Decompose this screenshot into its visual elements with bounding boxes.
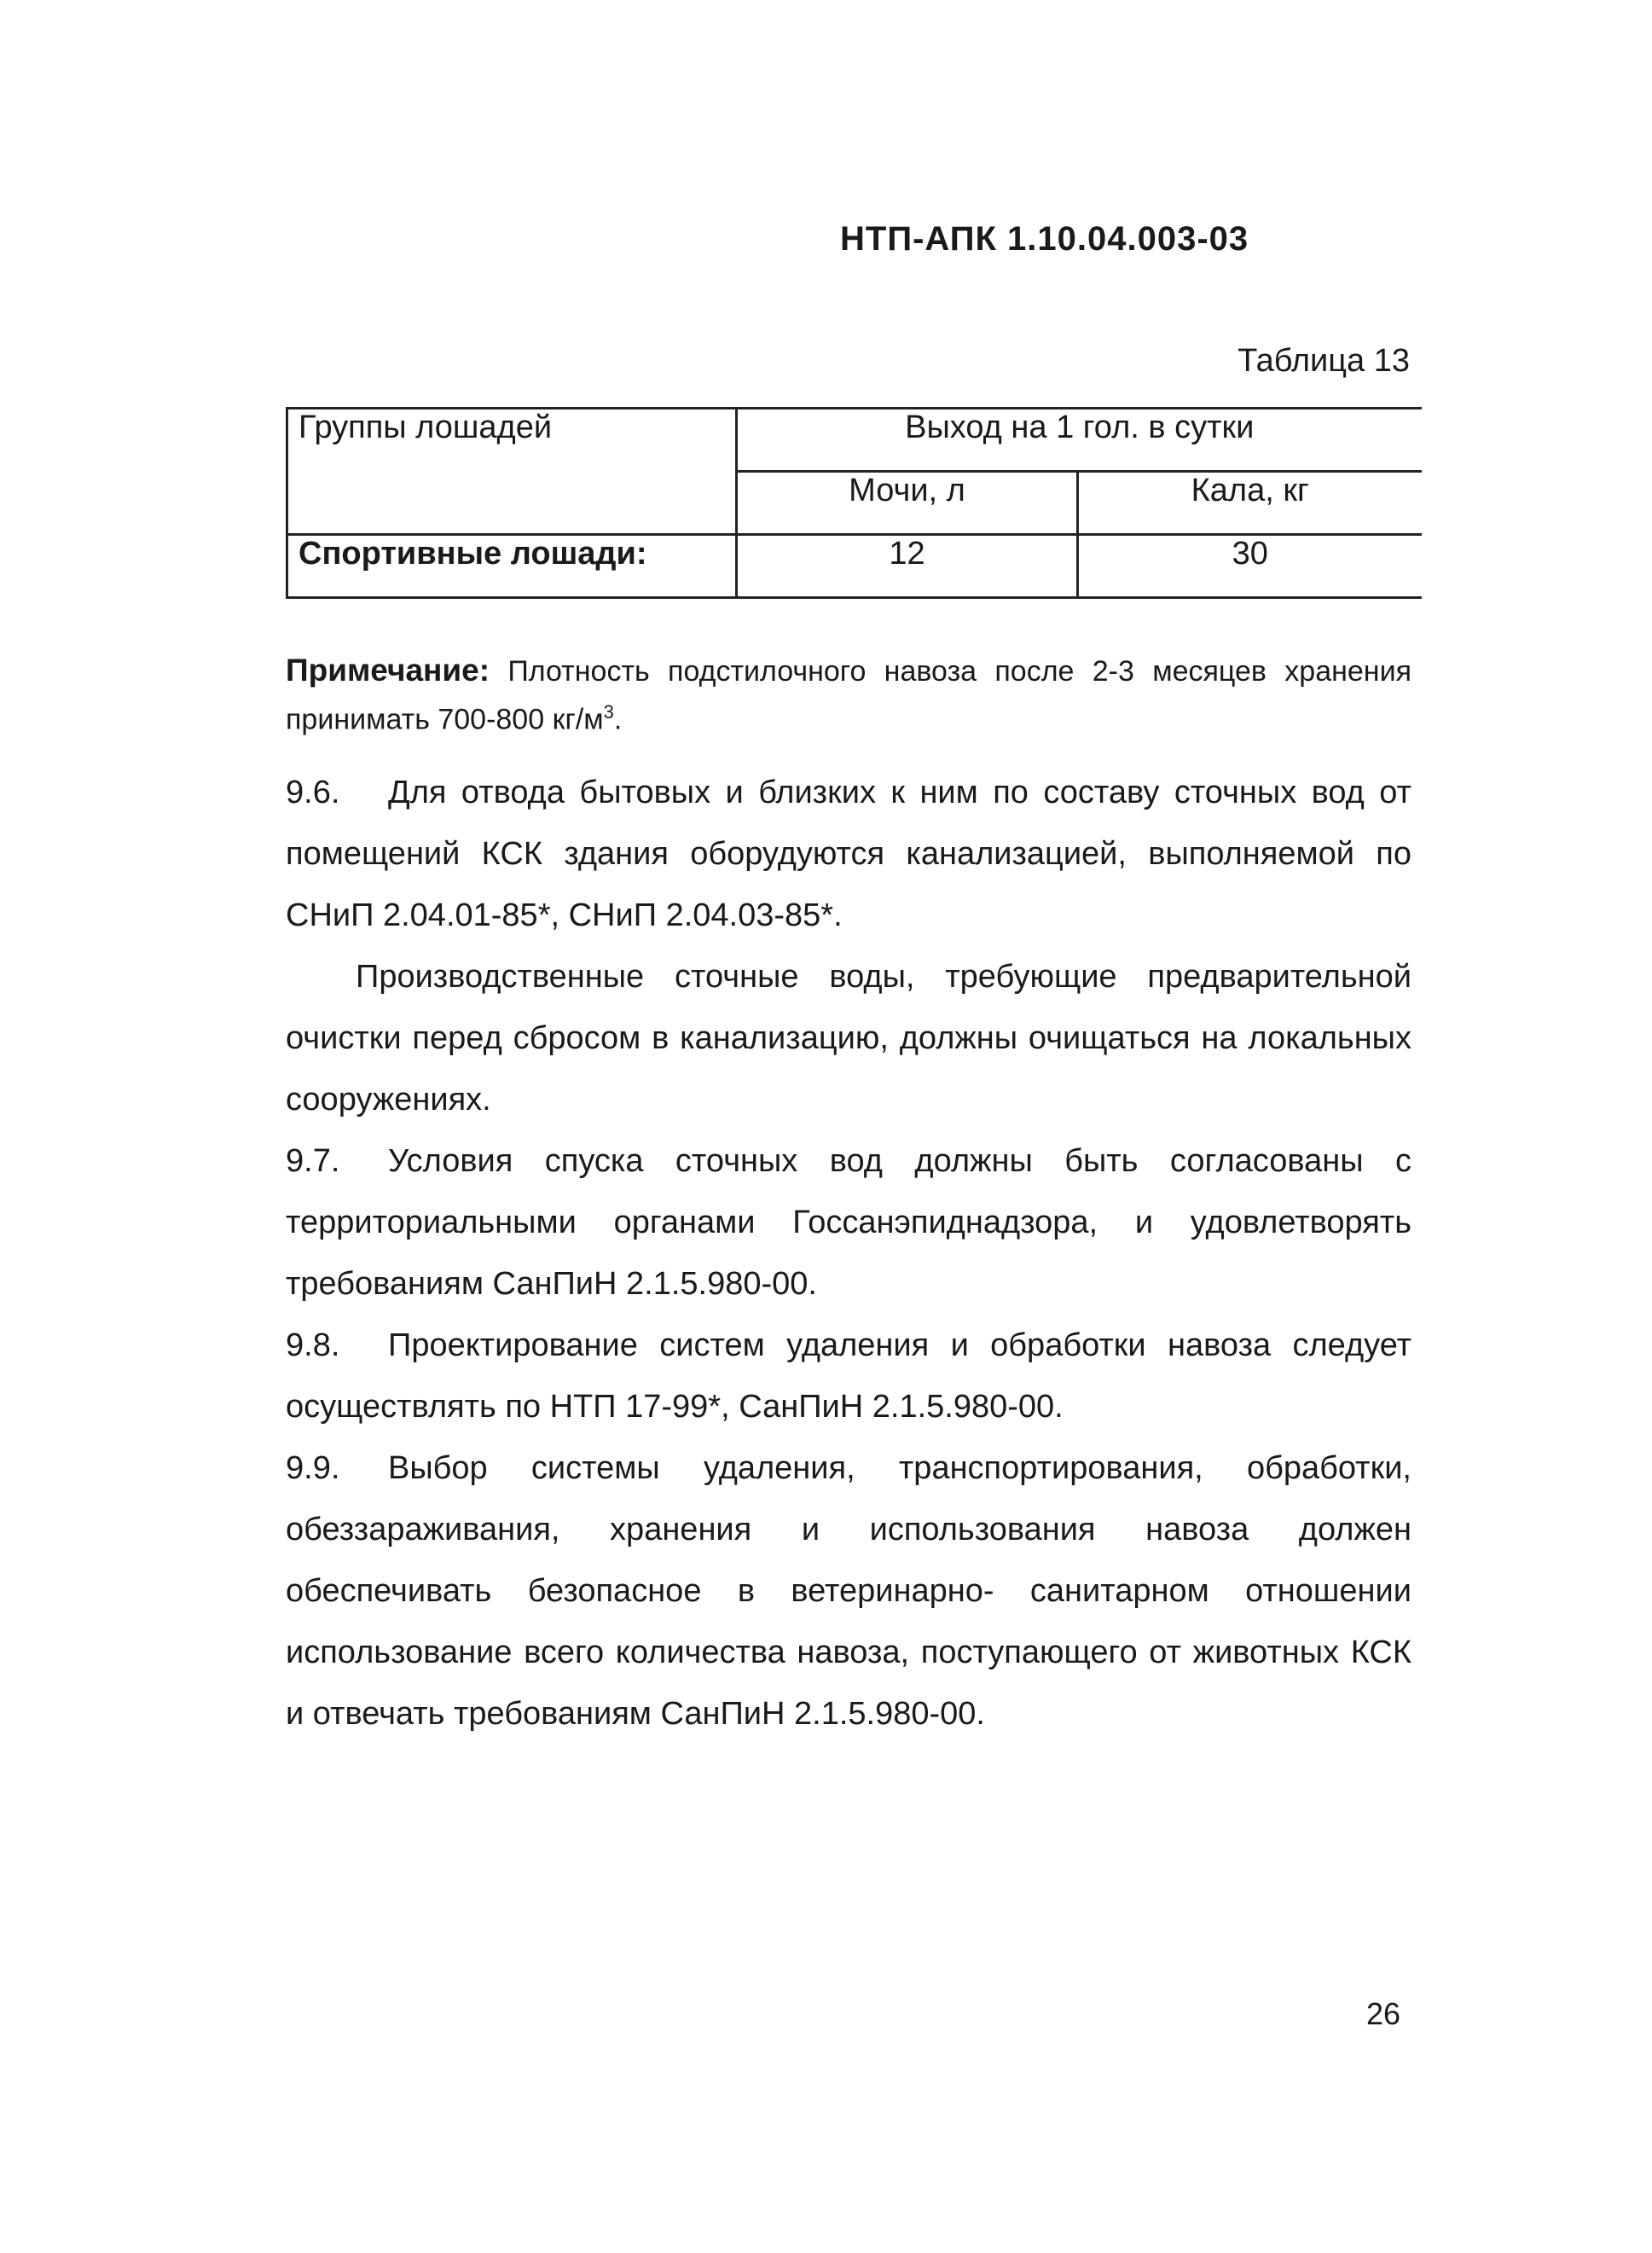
note-tail: . <box>613 703 623 736</box>
page-number: 26 <box>1365 1996 1400 2031</box>
table-label: Таблица 13 <box>1238 343 1410 379</box>
document-code: НТП-АПК 1.10.04.003-03 <box>840 220 1249 258</box>
cell-urine: 12 <box>737 535 1078 598</box>
header-horse-groups: Группы лошадей <box>287 409 737 535</box>
note-label: Примечание: <box>286 653 490 688</box>
section-number: 9.9. <box>286 1450 340 1486</box>
manure-output-table <box>286 407 1422 599</box>
table-note <box>286 650 1411 740</box>
section-text: Условия спуска сточных вод должны быть согласованы с территориальными органами Госсанэпиднадзора, и удовлетворять требованиям СанПиН 2.1.5.980-00. <box>286 1143 1411 1302</box>
body-text <box>286 762 1411 1745</box>
section-number: 9.8. <box>286 1327 340 1363</box>
section-text: Выбор системы удаления, транспортирования, обработки, обеззараживания, хранения и использования навоза должен обеспечивать безопасное в ветеринарно- санитарном отношении использование всего количества навоза, поступающего от животных КСК и отвечать требованиям СанПиН 2.1.5.980-00. <box>286 1450 1411 1732</box>
section-9-6 <box>286 762 1411 946</box>
section-9-8 <box>286 1315 1411 1437</box>
header-urine: Мочи, л <box>737 472 1078 535</box>
section-9-7 <box>286 1130 1411 1315</box>
note-text: Плотность подстилочного навоза после 2-3 месяцев хранения принимать 700-800 кг/м <box>286 655 1411 736</box>
section-9-6-paragraph-2 <box>286 946 1411 1130</box>
header-manure: Кала, кг <box>1078 472 1422 535</box>
section-number: 9.7. <box>286 1143 340 1179</box>
section-text: Для отвода бытовых и близких к ним по составу сточных вод от помещений КСК здания оборудуются канализацией, выполняемой по СНиП 2.04.01-85*, СНиП 2.04.03-85*. <box>286 775 1411 933</box>
section-number: 9.6. <box>286 775 340 810</box>
section-text: Производственные сточные воды, требующие предварительной очистки перед сбросом в канализацию, должны очищаться на локальных сооружениях. <box>286 959 1411 1118</box>
table-row <box>287 535 1422 598</box>
header-daily-output: Выход на 1 гол. в сутки <box>737 409 1422 472</box>
note-superscript: 3 <box>603 701 614 723</box>
data-table-wrapper <box>286 407 1420 596</box>
section-text: Проектирование систем удаления и обработки навоза следует осуществлять по НТП 17-99*, СанПиН 2.1.5.980-00. <box>286 1327 1411 1425</box>
section-9-9 <box>286 1437 1411 1745</box>
cell-manure: 30 <box>1078 535 1422 598</box>
cell-group: Спортивные лошади: <box>287 535 737 598</box>
